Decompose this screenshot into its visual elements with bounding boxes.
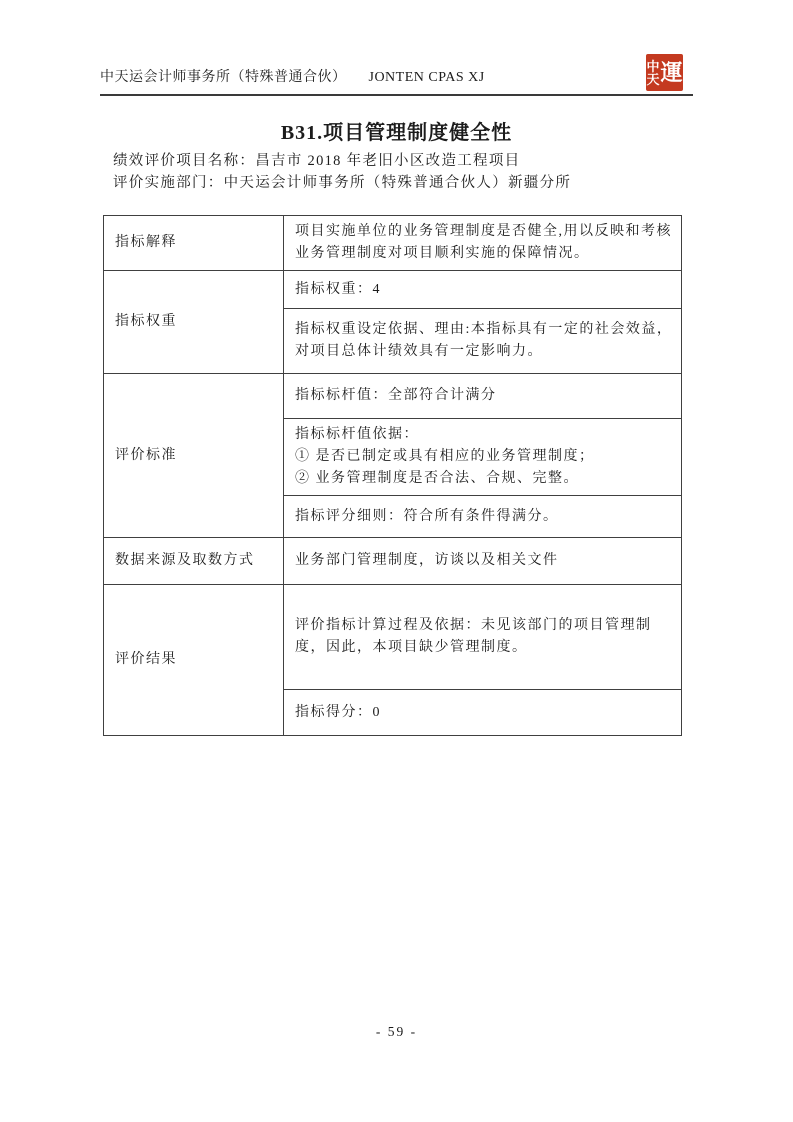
seal-char-right: 運 (660, 59, 683, 85)
seal-char-top: 中 (646, 58, 660, 74)
page-number: - 59 - (375, 1024, 418, 1039)
label-evaluation-result: 评价结果 (104, 585, 284, 735)
cell-calculation-process: 评价指标计算过程及依据：未见该部门的项目管理制度，因此，本项目缺少管理制度。 (295, 618, 652, 655)
table-row-data-source (104, 537, 681, 584)
seal-char-bottom: 天 (646, 71, 660, 87)
page-title: B31.项目管理制度健全性 (280, 122, 513, 144)
meta-evaluation-department: 评价实施部门：中天运会计师事务所（特殊普通合伙人）新疆分所 (113, 174, 572, 191)
table-row-evaluation-criteria (104, 373, 681, 537)
cell-benchmark-basis: 指标标杆值依据： ① 是否已制定或具有相应的业务管理制度； ② 业务管理制度是否合法、合规、完整。 (284, 418, 681, 495)
label-indicator-explanation: 指标解释 (104, 216, 284, 270)
label-indicator-weight: 指标权重 (104, 271, 284, 373)
header-divider-rule (100, 94, 693, 96)
cell-indicator-weight-value: 指标权重：4 (295, 281, 381, 297)
firm-name-chinese: 中天运会计师事务所（特殊普通合伙） (100, 70, 347, 85)
label-data-source: 数据来源及取数方式 (104, 538, 284, 584)
table-row-indicator-weight (104, 270, 681, 373)
table-row-indicator-explanation (104, 216, 681, 270)
page-header (100, 66, 693, 86)
table-row-evaluation-result (104, 584, 681, 735)
meta-block (113, 151, 693, 194)
cell-weight-rationale: 指标权重设定依据、理由:本指标具有一定的社会效益，对项目总体计绩效具有一定影响力。 (284, 308, 681, 373)
cell-indicator-score: 指标得分：0 (284, 689, 681, 735)
cell-indicator-explanation-text: 项目实施单位的业务管理制度是否健全,用以反映和考核业务管理制度对项目顺利实施的保障情况。 (295, 224, 672, 261)
meta-project-name: 绩效评价项目名称：昌吉市 2018 年老旧小区改造工程项目 (113, 153, 521, 169)
cell-benchmark-value: 指标标杆值：全部符合计满分 (295, 388, 497, 403)
company-seal-logo (646, 54, 683, 91)
firm-name-english: JONTEN CPAS XJ (368, 70, 485, 85)
label-evaluation-criteria: 评价标准 (104, 374, 284, 537)
cell-data-source-text: 业务部门管理制度，访谈以及相关文件 (295, 553, 559, 568)
indicator-table (103, 215, 682, 736)
cell-scoring-rules: 指标评分细则：符合所有条件得满分。 (284, 495, 681, 537)
seal-left-column (646, 60, 659, 86)
